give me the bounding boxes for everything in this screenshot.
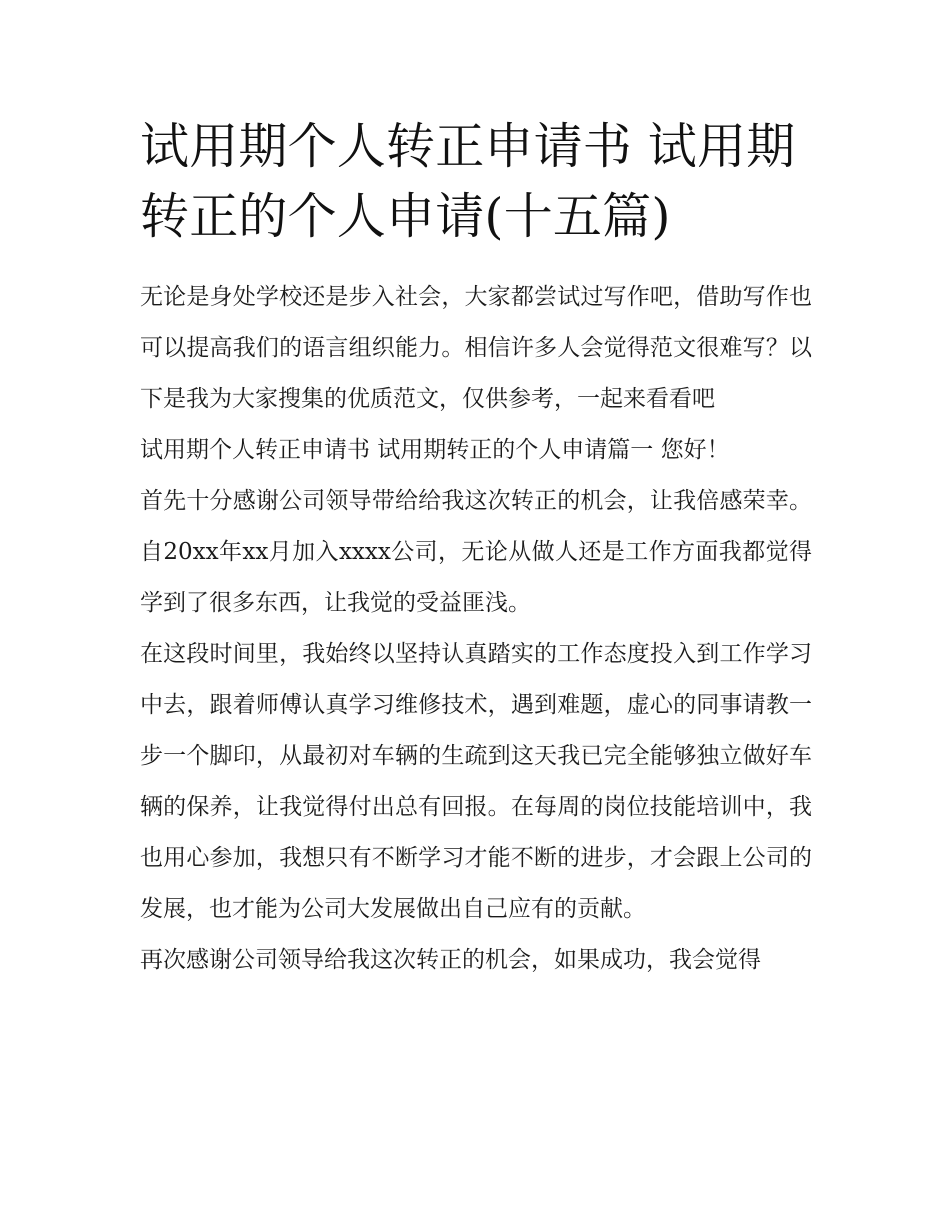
document-body [140,112,812,986]
paragraph-work-experience: 在这段时间里，我始终以坚持认真踏实的工作态度投入到工作学习中去，跟着师傅认真学习维修技术，遇到难题，虚心的同事请教一步一个脚印，从最初对车辆的生疏到这天我已完全能够独立做好车辆的保养，让我觉得付出总有回报。在每周的岗位技能培训中，我也用心参加，我想只有不断学习才能不断的进步，才会跟上公司的发展，也才能为公司大发展做出自己应有的贡献。 [140,641,812,922]
paragraph-closing: 再次感谢公司领导给我这次转正的机会，如果成功，我会觉得 [140,947,761,973]
paragraph-list [140,272,812,986]
paragraph-heading-greeting: 试用期个人转正申请书 试用期转正的个人申请篇一 您好！ [140,437,730,463]
paragraph-thanks: 首先十分感谢公司领导带给给我这次转正的机会，让我倍感荣幸。自20xx年xx月加入xxxx公司，无论从做人还是工作方面我都觉得学到了很多东西，让我觉的受益匪浅。 [140,488,812,616]
paragraph-intro: 无论是身处学校还是步入社会，大家都尝试过写作吧，借助写作也可以提高我们的语言组织能力。相信许多人会觉得范文很难写？以下是我为大家搜集的优质范文，仅供参考，一起来看看吧 [140,284,812,412]
document-title: 试用期个人转正申请书 试用期转正的个人申请(十五篇) [140,118,796,245]
